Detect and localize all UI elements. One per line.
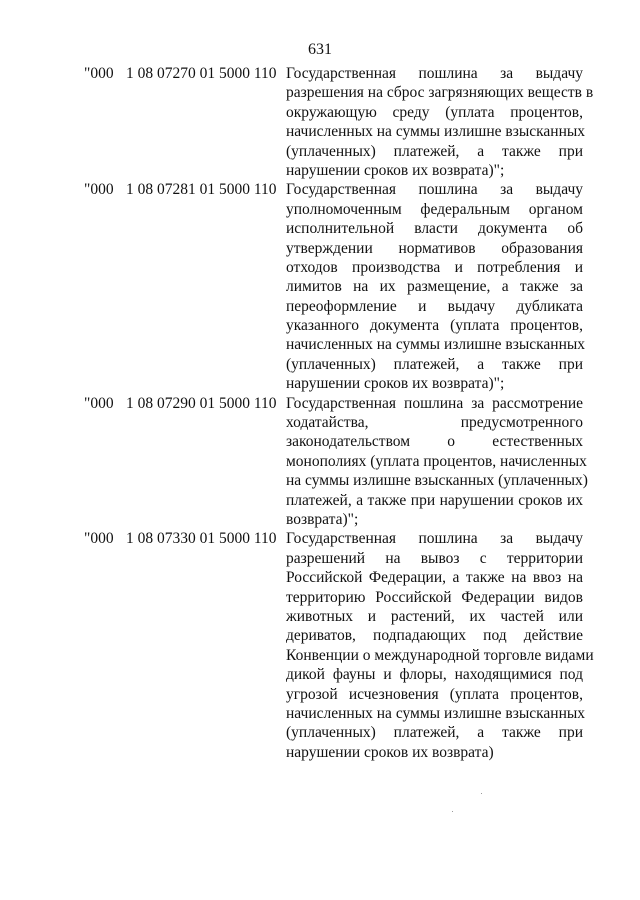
description-line: лимитов на их размещение, а также за (286, 278, 583, 296)
admin-code: "000 (84, 530, 114, 548)
description-line: начисленных на суммы излишне взысканных (286, 704, 586, 722)
description-line: на суммы излишне взысканных (уплаченных) (286, 472, 588, 490)
description-line: (уплаченных) платежей, а также при (286, 142, 583, 160)
description-line: окружающую среду (уплата процентов, (286, 103, 583, 121)
admin-code: "000 (84, 65, 114, 82)
description-line: утверждении нормативов образования (286, 239, 583, 257)
description-line: Государственная пошлина за выдачу (286, 530, 583, 548)
fee-entry (84, 180, 586, 393)
fee-description (286, 64, 594, 180)
budget-classification-code: 1 08 07281 01 5000 110 (126, 181, 277, 199)
description-line: ходатайства, предусмотренного (286, 414, 583, 432)
fee-description (286, 529, 594, 762)
description-line: разрешений на вывоз с территории (286, 549, 583, 567)
description-line: законодательством о естественных (286, 433, 583, 451)
description-line: исполнительной власти документа об (286, 220, 583, 238)
admin-code: "000 (84, 181, 114, 199)
description-line: монополиях (уплата процентов, начисленных (286, 452, 587, 470)
description-line: платежей, а также при нарушении сроков их (286, 491, 583, 509)
budget-classification-code: 1 08 07330 01 5000 110 (126, 530, 277, 548)
description-line: Государственная пошлина за выдачу (286, 181, 583, 199)
scan-speck (481, 793, 482, 794)
scan-speck (452, 811, 453, 812)
description-line: (уплаченных) платежей, а также при (286, 724, 583, 742)
description-line: нарушении сроков их возврата)"; (286, 161, 505, 179)
description-line: дериватов, подпадающих под действие (286, 627, 583, 645)
budget-classification-code: 1 08 07270 01 5000 110 (126, 65, 277, 82)
description-line: (уплаченных) платежей, а также при (286, 355, 583, 373)
page-number: 631 (308, 41, 332, 58)
description-line: дикой фауны и флоры, находящимися под (286, 666, 583, 684)
budget-classification-code: 1 08 07290 01 5000 110 (126, 394, 277, 412)
fee-entry (84, 394, 586, 530)
description-line: разрешения на сброс загрязняющих веществ в (286, 84, 594, 102)
fee-entries-list (84, 64, 594, 762)
description-line: Государственная пошлина за выдачу (286, 65, 583, 82)
fee-description (286, 180, 586, 393)
description-line: возврата)"; (286, 510, 359, 528)
description-line: начисленных на суммы излишне взысканных (286, 123, 586, 141)
description-line: территорию Российской Федерации видов (286, 588, 583, 606)
description-line: нарушении сроков их возврата) (286, 743, 494, 761)
description-line: угрозой исчезновения (уплата процентов, (286, 685, 583, 703)
description-line: отходов производства и потребления и (286, 258, 583, 276)
fee-entry (84, 529, 594, 762)
description-line: Конвенции о международной торговле видами (286, 646, 594, 664)
fee-entry (84, 64, 594, 180)
description-line: Государственная пошлина за рассмотрение (286, 394, 583, 412)
description-line: Российской Федерации, а также на ввоз на (286, 569, 583, 587)
description-line: переоформление и выдачу дубликата (286, 297, 583, 315)
description-line: животных и растений, их частей или (286, 607, 583, 625)
description-line: нарушении сроков их возврата)"; (286, 375, 505, 393)
admin-code: "000 (84, 394, 114, 412)
description-line: уполномоченным федеральным органом (286, 200, 583, 218)
description-line: начисленных на суммы излишне взысканных (286, 336, 586, 354)
description-line: указанного документа (уплата процентов, (286, 317, 583, 335)
fee-description (286, 394, 588, 530)
